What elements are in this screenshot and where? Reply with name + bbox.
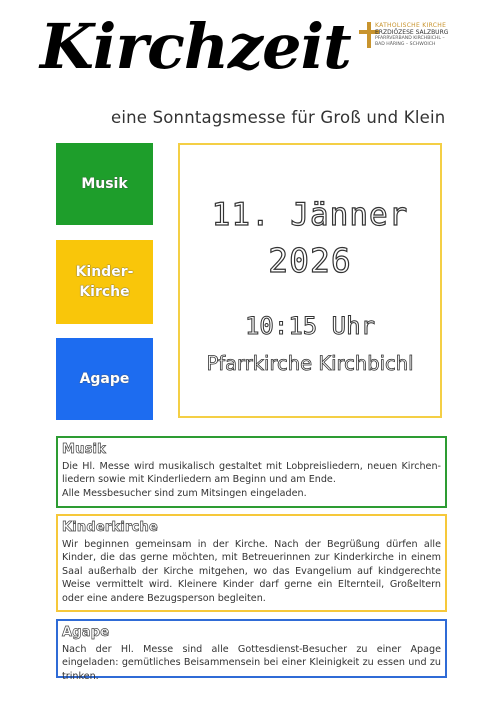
tile-agape-label: Agape: [79, 370, 130, 387]
tile-kinder-label-2: Kirche: [79, 284, 130, 300]
church-logo: [358, 22, 478, 70]
logo-line-3: PFARRVERBAND KIRCHBICHL –: [375, 36, 445, 42]
section-musik: [56, 436, 447, 508]
section-agape-text: Nach der Hl. Messe sind alle Gottesdienst-Besucher zu einer Apage eingeladen: gemütliches Beisammensein bei einer Kleinigkeit zu essen und zu trinken.: [62, 643, 441, 682]
event-year: 2026: [268, 241, 352, 280]
section-agape-heading: Agape: [62, 625, 110, 640]
tile-kinderkirche: [56, 240, 153, 324]
event-time: 10:15 Uhr: [244, 312, 376, 340]
tile-agape: [56, 338, 153, 420]
page-title: Kirchzeit: [40, 10, 351, 83]
tile-musik-label: Musik: [81, 175, 128, 192]
logo-line-2: ERZDIÖZESE SALZBURG: [375, 28, 449, 36]
section-musik-heading: Musik: [62, 442, 107, 457]
section-musik-text-2: Alle Messbesucher sind zum Mitsingen eingeladen.: [62, 487, 307, 499]
tile-musik: [56, 143, 153, 225]
logo-line-1: KATHOLISCHE KIRCHE: [375, 22, 447, 29]
section-agape: [56, 619, 447, 682]
logo-text: [375, 23, 448, 47]
section-kinderkirche: [56, 514, 447, 612]
section-musik-text: Die Hl. Messe wird musikalisch gestaltet mit Lobpreisliedern, neuen Kirchen-liedern sowie mit Kinderliedern am Beginn und am Ende.: [62, 460, 441, 486]
page-subtitle: eine Sonntagsmesse für Groß und Klein: [111, 108, 446, 127]
event-place: Pfarrkirche Kirchbichl: [206, 352, 414, 375]
tile-kinder-label-1: Kinder-: [75, 263, 134, 280]
logo-line-4: BAD HÄRING – SCHWOICH: [375, 41, 436, 47]
event-date-box: [178, 143, 442, 418]
section-kinderkirche-heading: Kinderkirche: [62, 520, 159, 535]
section-kinderkirche-text: Wir beginnen gemeinsam in der Kirche. Nach der Begrüßung dürfen alle Kinder, die das gerne möchten, mit Betreuerinnen zur Kinderkirche in einem Saal außerhalb der Kirche mitgehen, wo das Evangelium auf kindgerechte Weise vermittelt wird. Kleinere Kinder darf gerne ein Elternteil, Großeltern oder eine andere Bezugsperson begleiten.: [62, 538, 441, 604]
event-date: 11. Jänner: [211, 197, 409, 233]
